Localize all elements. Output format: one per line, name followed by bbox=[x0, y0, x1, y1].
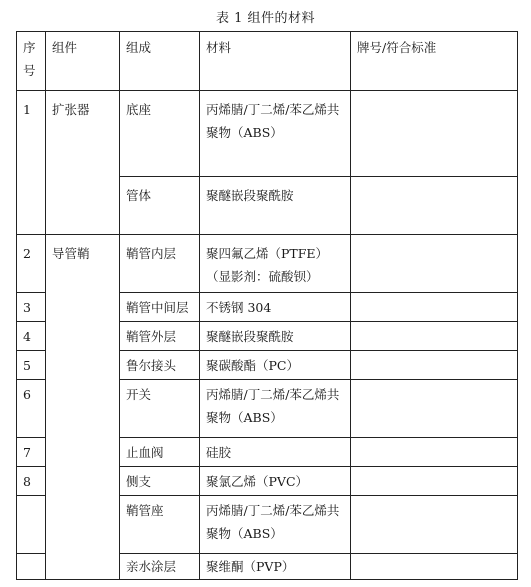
cell-material: 丙烯腈/丁二烯/苯乙烯共聚物（ABS） bbox=[200, 496, 351, 554]
cell-standard bbox=[351, 177, 518, 235]
cell-standard bbox=[351, 322, 518, 351]
header-standard: 牌号/符合标准 bbox=[351, 32, 518, 91]
cell-no: 1 bbox=[17, 91, 46, 235]
cell-standard bbox=[351, 380, 518, 438]
cell-no: 5 bbox=[17, 351, 46, 380]
cell-structure: 开关 bbox=[120, 380, 200, 438]
cell-structure: 鞘管座 bbox=[120, 496, 200, 554]
cell-structure: 鲁尔接头 bbox=[120, 351, 200, 380]
cell-material: 聚四氟乙烯（PTFE）（显影剂：硫酸钡） bbox=[200, 235, 351, 293]
cell-structure: 侧支 bbox=[120, 467, 200, 496]
cell-material: 聚碳酸酯（PC） bbox=[200, 351, 351, 380]
cell-material: 丙烯腈/丁二烯/苯乙烯共聚物（ABS） bbox=[200, 380, 351, 438]
cell-structure: 鞘管外层 bbox=[120, 322, 200, 351]
cell-no: 2 bbox=[17, 235, 46, 293]
header-component: 组件 bbox=[46, 32, 120, 91]
cell-no: 3 bbox=[17, 293, 46, 322]
cell-standard bbox=[351, 351, 518, 380]
cell-structure: 亲水涂层 bbox=[120, 554, 200, 580]
cell-structure: 止血阀 bbox=[120, 438, 200, 467]
cell-standard bbox=[351, 235, 518, 293]
cell-structure: 底座 bbox=[120, 91, 200, 177]
cell-standard bbox=[351, 293, 518, 322]
cell-no: 4 bbox=[17, 322, 46, 351]
cell-standard bbox=[351, 467, 518, 496]
cell-material: 硅胶 bbox=[200, 438, 351, 467]
cell-material: 不锈钢 304 bbox=[200, 293, 351, 322]
cell-no: 6 bbox=[17, 380, 46, 438]
header-structure: 组成 bbox=[120, 32, 200, 91]
cell-no: 8 bbox=[17, 467, 46, 496]
materials-table bbox=[16, 31, 518, 580]
cell-standard bbox=[351, 554, 518, 580]
cell-material: 聚维酮（PVP） bbox=[200, 554, 351, 580]
table-header-row bbox=[17, 32, 518, 91]
cell-material: 聚醚嵌段聚酰胺 bbox=[200, 322, 351, 351]
cell-no: 7 bbox=[17, 438, 46, 467]
cell-component: 导管鞘 bbox=[46, 235, 120, 580]
cell-structure: 鞘管内层 bbox=[120, 235, 200, 293]
cell-material: 丙烯腈/丁二烯/苯乙烯共聚物（ABS） bbox=[200, 91, 351, 177]
cell-material: 聚醚嵌段聚酰胺 bbox=[200, 177, 351, 235]
cell-no bbox=[17, 496, 46, 554]
cell-no bbox=[17, 554, 46, 580]
header-material: 材料 bbox=[200, 32, 351, 91]
cell-material: 聚氯乙烯（PVC） bbox=[200, 467, 351, 496]
header-no: 序号 bbox=[17, 32, 46, 91]
cell-standard bbox=[351, 438, 518, 467]
cell-structure: 管体 bbox=[120, 177, 200, 235]
cell-standard bbox=[351, 496, 518, 554]
cell-structure: 鞘管中间层 bbox=[120, 293, 200, 322]
cell-standard bbox=[351, 91, 518, 177]
table-caption: 表 1 组件的材料 bbox=[215, 11, 316, 26]
table-row bbox=[17, 235, 518, 293]
cell-component: 扩张器 bbox=[46, 91, 120, 235]
table-row bbox=[17, 91, 518, 177]
